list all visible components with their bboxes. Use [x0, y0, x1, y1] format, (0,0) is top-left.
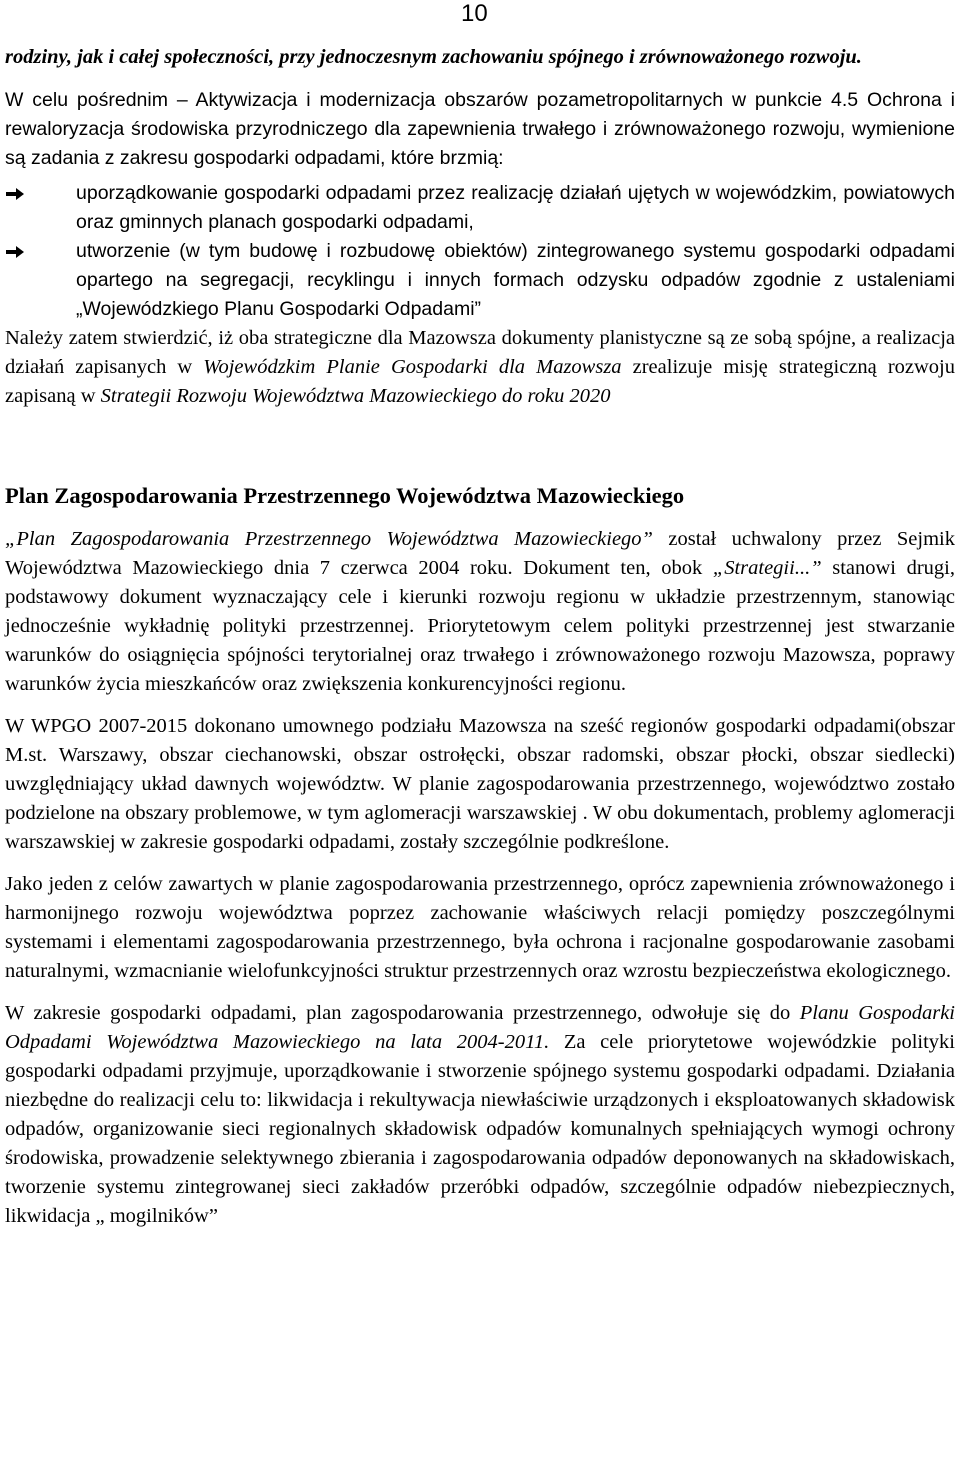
bullet-list [5, 179, 955, 324]
text-run: Należy zatem stwierdzić, iż oba strategiczne dla Mazowsza dokumenty planistyczne są ze sobą spójne, a realizacja działań zapisanych w [5, 327, 955, 378]
text-run: zrealizuje misję strategiczną rozwoju zapisaną w [5, 356, 955, 407]
italic-run: Wojewódzkim Planie Gospodarki dla Mazowsza [203, 356, 622, 378]
bullet-text: uporządkowanie gospodarki odpadami przez realizację działań ujętych w wojewódzkim, powiatowych oraz gminnych planach gospodarki odpadami, [76, 182, 955, 233]
document-body [5, 43, 955, 1231]
paragraph-plan [5, 525, 955, 699]
arrow-right-icon [5, 237, 27, 266]
intro-continuation: rodziny, jak i całej społeczności, przy jednoczesnym zachowaniu spójnego i zrównoważonego rozwoju. [5, 46, 862, 68]
text-run: W zakresie gospodarki odpadami, plan zagospodarowania przestrzennego, odwołuje się do [5, 1002, 800, 1024]
section-heading: Plan Zagospodarowania Przestrzennego Województwa Mazowieckiego [5, 483, 685, 508]
paragraph-goals-plan: Jako jeden z celów zawartych w planie zagospodarowania przestrzennego, oprócz zapewnienia zrównoważonego i harmonijnego rozwoju województwa poprzez zachowanie właściwych relacji pomiędzy poszczególnymi systemami i elementami zagospodarowania przestrzennego, była ochrona i racjonalne gospodarowanie zasobami naturalnymi, wzmacnianie wielofunkcyjności struktur przestrzennych oraz wzrostu bezpieczeństwa ekologicznego. [5, 873, 955, 982]
text-run: Za cele priorytetowe wojewódzkie polityki gospodarki odpadami przyjmuje, uporządkowanie i stworzenie spójnego systemu gospodarki odpadami. Działania niezbędne do realizacji celu to: likwidacja i rekultywacja niewłaściwie urządzonych i eksploatowanych składowisk odpadów, organizowanie sieci regionalnych składowisk odpadów komunalnych spełniających wymogi ochrony środowiska, prowadzenie selektywnego zbierania i zagospodarowania odpadów deponowanych na składowiskach, tworzenie systemu zintegrowanej sieci zakładów przeróbki odpadów, szczególnie odpadów niebezpiecznych, likwidacja „ mogilników” [5, 1031, 955, 1227]
paragraph-waste-management [5, 999, 955, 1231]
paragraph-wpgo: W WPGO 2007-2015 dokonano umownego podziału Mazowsza na sześć regionów gospodarki odpadami(obszar M.st. Warszawy, obszar ciechanowski, obszar ostrołęcki, obszar radomski, obszar płocki, obszar siedlecki) uwzględniający układ dawnych województw. W planie zagospodarowania przestrzennego, województwo zostało podzielone na obszary problemowe, w tym aglomeracji warszawskiej . W obu dokumentach, problemy aglomeracji warszawskiej w zakresie gospodarki odpadami, zostały szczególnie podkreślone. [5, 715, 955, 853]
arrow-right-icon [5, 179, 27, 208]
italic-run: Planu Gospodarki Odpadami Województwa Mazowieckiego na lata 2004-2011. [5, 1002, 955, 1053]
bullet-item [5, 237, 955, 324]
text-run: stanowi drugi, podstawowy dokument wyznaczający cele i kierunki rozwoju regionu w układzie przestrzennym, stanowiąc jednocześnie wykładnię polityki przestrzennej. Priorytetowym celem polityki przestrzennej jest stwarzanie warunków do osiągnięcia spójności terytorialnej oraz trwałego i zrównoważonego rozwoju Mazowsza, poprawy warunków życia mieszkańców oraz zwiększenia konkurencyjności regionu. [5, 557, 955, 695]
text-run: został uchwalony przez Sejmik Województwa Mazowieckiego dnia 7 czerwca 2004 roku. Dokument ten, obok [5, 528, 955, 579]
italic-run: Strategii Rozwoju Województwa Mazowieckiego do roku 2020 [100, 385, 611, 407]
paragraph-conclusion [5, 324, 955, 411]
bullet-item [5, 179, 955, 237]
page-number: 10 [461, 0, 488, 27]
paragraph-goals: W celu pośrednim – Aktywizacja i modernizacja obszarów pozametropolitarnych w punkcie 4.5 Ochrona i rewaloryzacja środowiska przyrodniczego dla zapewnienia trwałego i zrównoważonego rozwoju, wymienione są zadania z zakresu gospodarki odpadami, które brzmią: [5, 89, 955, 169]
italic-run: „Strategii...” [712, 557, 822, 579]
italic-run: „Plan Zagospodarowania Przestrzennego Województwa Mazowieckiego” [5, 528, 653, 550]
bullet-text: utworzenie (w tym budowę i rozbudowę obiektów) zintegrowanego systemu gospodarki odpadami opartego na segregacji, recyklingu i innych formach odzysku odpadów zgodnie z ustaleniami „Wojewódzkiego Planu Gospodarki Odpadami” [76, 240, 955, 320]
